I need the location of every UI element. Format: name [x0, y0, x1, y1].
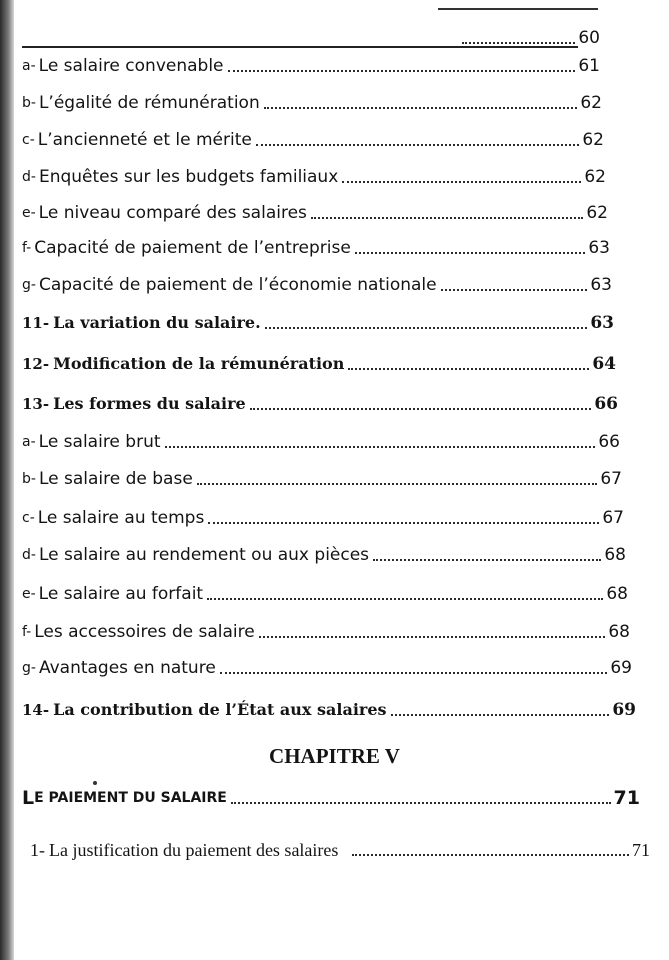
chapter-title-rest: E PAIEMENT DU SALAIRE: [34, 790, 227, 806]
toc-entry[interactable]: [22, 93, 602, 113]
page-number: 68: [606, 584, 628, 604]
toc-entry[interactable]: [22, 275, 612, 295]
toc-entry[interactable]: [22, 469, 622, 489]
entry-title: L’égalité de rémunération: [38, 93, 260, 113]
page-number: 68: [608, 622, 630, 642]
entry-letter: b-: [22, 471, 36, 487]
page-number: 69: [612, 700, 636, 720]
toc-section[interactable]: [22, 700, 636, 720]
entry-title: Le niveau comparé des salaires: [38, 203, 307, 223]
page-number: 67: [602, 508, 624, 528]
entry-letter: e-: [22, 586, 36, 602]
entry-title: Avantages en nature: [38, 658, 216, 678]
page-number: 63: [590, 313, 614, 333]
entry-title: Les accessoires de salaire: [34, 622, 255, 642]
section-number: 13-: [22, 395, 50, 413]
section-title: Modification de la rémunération: [53, 354, 345, 373]
page-number: 62: [580, 93, 602, 113]
section-title: La contribution de l’État aux salaires: [53, 700, 387, 719]
dot-leader: [208, 522, 599, 524]
entry-letter: b-: [22, 95, 36, 111]
entry-title: Capacité de paiement de l’entreprise: [34, 238, 351, 258]
entry-letter: d-: [22, 169, 36, 185]
dot-leader: [220, 672, 608, 674]
page-number: 68: [604, 545, 626, 565]
entry-letter: g-: [22, 277, 36, 293]
page-number: 60: [578, 28, 600, 48]
page-number: 61: [578, 56, 600, 76]
section-number: 11-: [22, 314, 50, 332]
section-number: 1-: [30, 840, 45, 860]
toc-entry[interactable]: [22, 167, 606, 187]
toc-entry[interactable]: [22, 432, 620, 452]
entry-title: Enquêtes sur les budgets familiaux: [38, 167, 339, 187]
top-header-rule: [438, 0, 598, 10]
toc-section[interactable]: [22, 354, 616, 374]
section-number: 12-: [22, 355, 50, 373]
dot-leader: [250, 408, 592, 410]
dot-leader: [352, 854, 629, 856]
dot-leader: [391, 714, 610, 716]
toc-entry[interactable]: [22, 584, 628, 604]
entry-title: L’ancienneté et le mérite: [37, 130, 252, 150]
dot-leader: [259, 636, 606, 638]
entry-letter: e-: [22, 205, 36, 221]
toc-section[interactable]: [22, 394, 618, 414]
toc-entry[interactable]: [22, 238, 610, 258]
dot-leader: [342, 181, 581, 183]
dot-leader: [441, 289, 588, 291]
dot-leader: [165, 446, 596, 448]
ink-speck: [93, 781, 97, 785]
page-number: 71: [632, 840, 650, 860]
page-number: 66: [594, 394, 618, 414]
dot-leader: [355, 252, 586, 254]
book-binding-shadow: [0, 0, 14, 960]
entry-letter: c-: [22, 132, 35, 148]
entry-letter: f-: [22, 240, 32, 256]
entry-title: Le salaire au rendement ou aux pièces: [38, 545, 370, 565]
chapter-title-initial: L: [22, 787, 35, 809]
dot-leader: [264, 107, 578, 109]
page-number: 64: [592, 354, 616, 374]
entry-title: Le salaire brut: [38, 432, 161, 452]
page-number: 71: [613, 787, 640, 809]
page-number: 67: [600, 469, 622, 489]
toc-section[interactable]: [22, 313, 614, 333]
toc-entry[interactable]: [22, 508, 624, 528]
entry-title: Capacité de paiement de l’économie nationale: [38, 275, 437, 295]
dot-leader: [197, 483, 598, 485]
toc-entry[interactable]: [22, 658, 632, 678]
entry-letter: c-: [22, 510, 35, 526]
toc-entry-continuation[interactable]: [22, 28, 600, 48]
page-number: 63: [590, 275, 612, 295]
page-number: 69: [610, 658, 632, 678]
toc-entry[interactable]: [22, 56, 600, 76]
toc-section[interactable]: [30, 840, 650, 860]
section-title: La variation du salaire.: [53, 313, 261, 332]
dot-leader: [311, 217, 583, 219]
page-number: 62: [582, 130, 604, 150]
entry-title: Le salaire convenable: [38, 56, 224, 76]
toc-entry[interactable]: [22, 203, 608, 223]
dot-leader: [207, 598, 603, 600]
entry-letter: a-: [22, 434, 36, 450]
entry-letter: f-: [22, 624, 32, 640]
entry-letter: d-: [22, 547, 36, 563]
entry-title: Le salaire de base: [38, 469, 193, 489]
entry-letter: g-: [22, 660, 36, 676]
page-number: 63: [588, 238, 610, 258]
page-number: 66: [598, 432, 620, 452]
dot-leader: [462, 42, 575, 44]
toc-entry[interactable]: [22, 622, 630, 642]
entry-title: Le salaire au forfait: [38, 584, 204, 604]
section-title: Les formes du salaire: [53, 394, 246, 413]
entry-title: Le salaire au temps: [37, 508, 205, 528]
toc-chapter-title[interactable]: [22, 788, 640, 808]
dot-leader: [228, 70, 576, 72]
dot-leader: [373, 559, 601, 561]
chapter-heading: CHAPITRE V: [269, 744, 400, 768]
toc-entry[interactable]: [22, 130, 604, 150]
page-number: 62: [586, 203, 608, 223]
dot-leader: [265, 327, 588, 329]
dot-leader: [256, 144, 580, 146]
section-title: La justification du paiement des salaires: [49, 840, 339, 860]
dot-leader: [348, 368, 589, 370]
section-number: 14-: [22, 701, 50, 719]
dot-leader: [231, 802, 611, 804]
toc-entry[interactable]: [22, 545, 626, 565]
entry-letter: a-: [22, 58, 36, 74]
page-number: 62: [584, 167, 606, 187]
